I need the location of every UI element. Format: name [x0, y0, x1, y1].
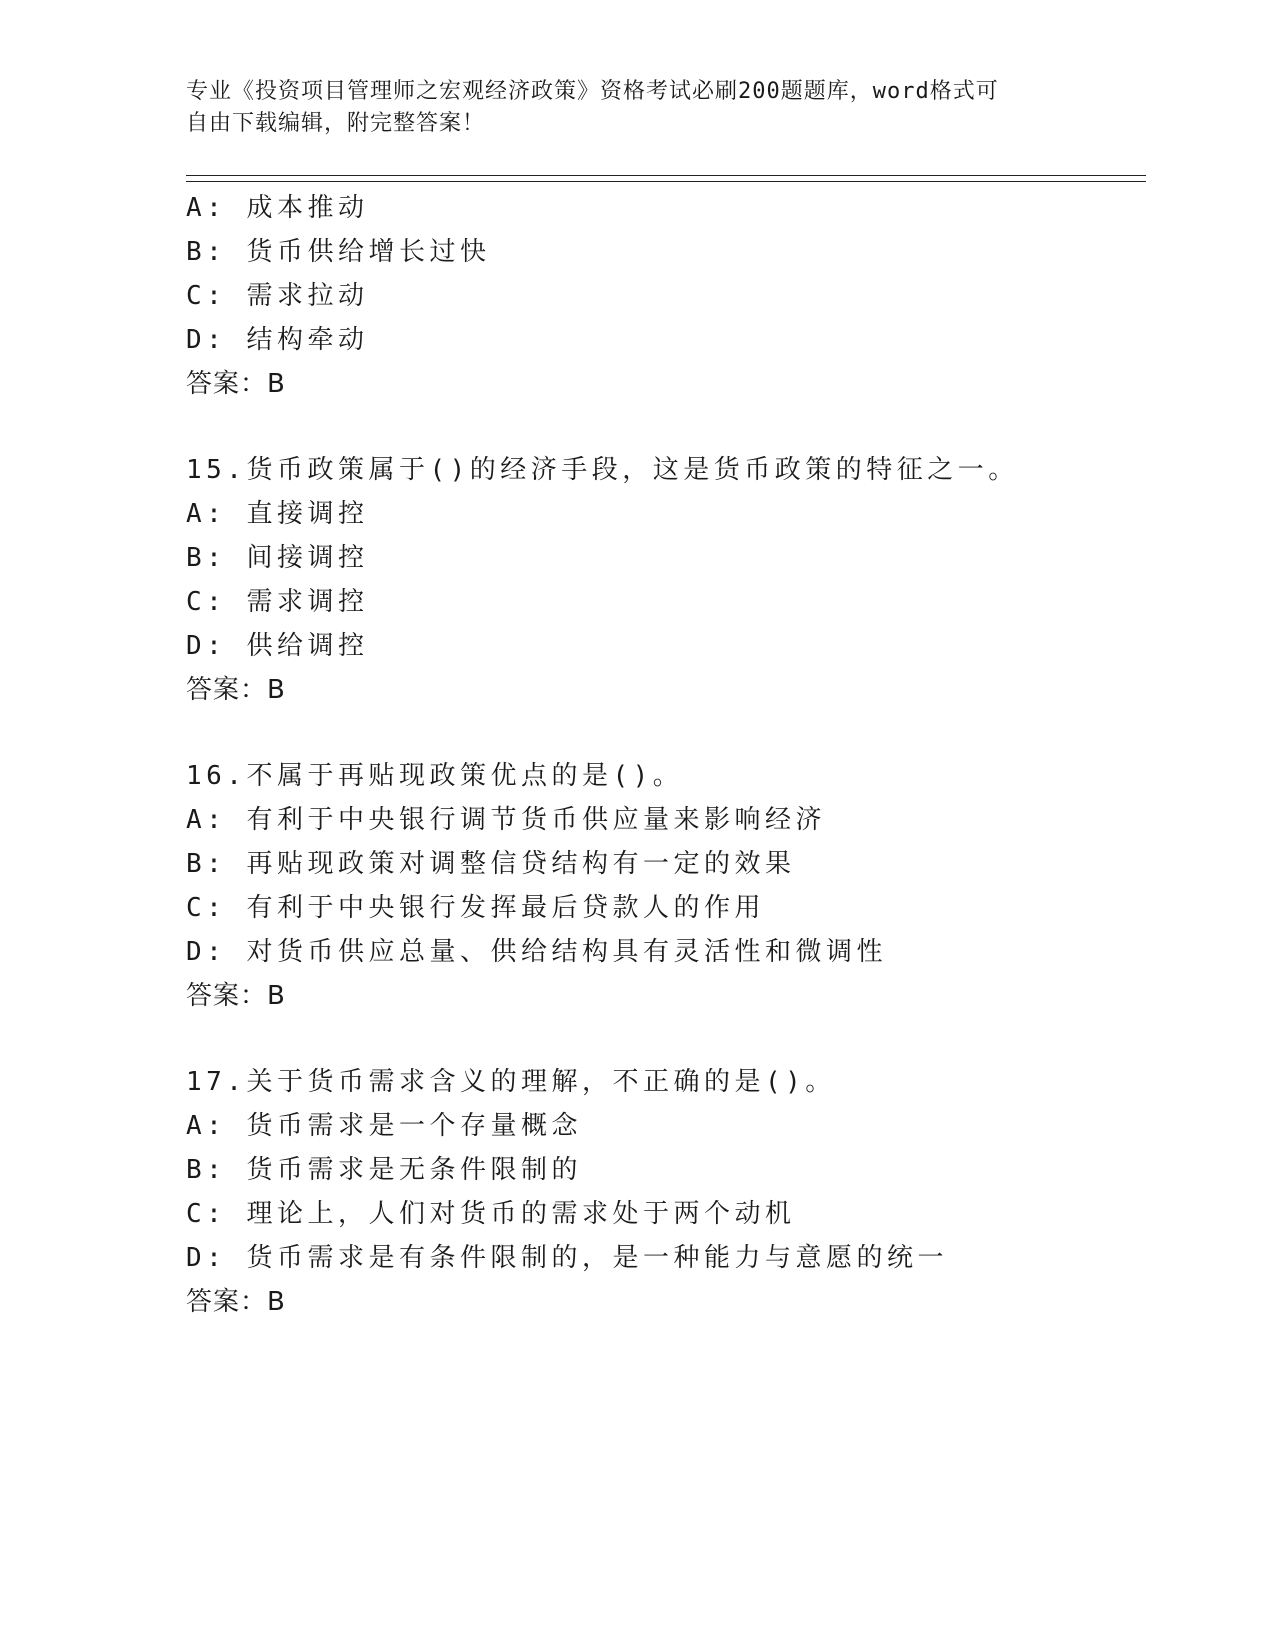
q16-option-c: C: 有利于中央银行发挥最后贷款人的作用	[186, 893, 765, 923]
q16-option-d: D: 对货币供应总量、供给结构具有灵活性和微调性	[186, 937, 887, 967]
q15-option-b: B: 间接调控	[186, 543, 369, 573]
q16-option-b: B: 再贴现政策对调整信贷结构有一定的效果	[186, 849, 796, 879]
q15-option-d: D: 供给调控	[186, 631, 369, 661]
q16-answer: 答案：B	[186, 981, 286, 1011]
q15-option-c: C: 需求调控	[186, 587, 369, 617]
q17-option-d: D: 货币需求是有条件限制的，是一种能力与意愿的统一	[186, 1243, 948, 1273]
header-divider-top	[186, 175, 1146, 176]
q17-option-c: C: 理论上，人们对货币的需求处于两个动机	[186, 1199, 796, 1229]
q15-option-a: A: 直接调控	[186, 499, 369, 529]
prev-option-d: D: 结构牵动	[186, 325, 369, 355]
q16-question: 16.不属于再贴现政策优点的是()。	[186, 761, 684, 791]
prev-answer: 答案：B	[186, 369, 286, 399]
q17-option-a: A: 货币需求是一个存量概念	[186, 1111, 582, 1141]
q17-answer: 答案：B	[186, 1287, 286, 1317]
header-line-2: 自由下载编辑，附完整答案！	[186, 111, 486, 136]
q15-answer: 答案：B	[186, 675, 286, 705]
prev-option-a: A: 成本推动	[186, 193, 369, 223]
document-header	[186, 76, 1086, 140]
header-line-1: 专业《投资项目管理师之宏观经济政策》资格考试必刷200题题库，word格式可	[186, 79, 999, 104]
q17-option-b: B: 货币需求是无条件限制的	[186, 1155, 582, 1185]
q16-option-a: A: 有利于中央银行调节货币供应量来影响经济	[186, 805, 826, 835]
header-divider-bottom	[186, 181, 1146, 182]
q15-question: 15.货币政策属于()的经济手段，这是货币政策的特征之一。	[186, 455, 1019, 485]
prev-option-b: B: 货币供给增长过快	[186, 237, 491, 267]
q17-question: 17.关于货币需求含义的理解，不正确的是()。	[186, 1067, 836, 1097]
prev-option-c: C: 需求拉动	[186, 281, 369, 311]
